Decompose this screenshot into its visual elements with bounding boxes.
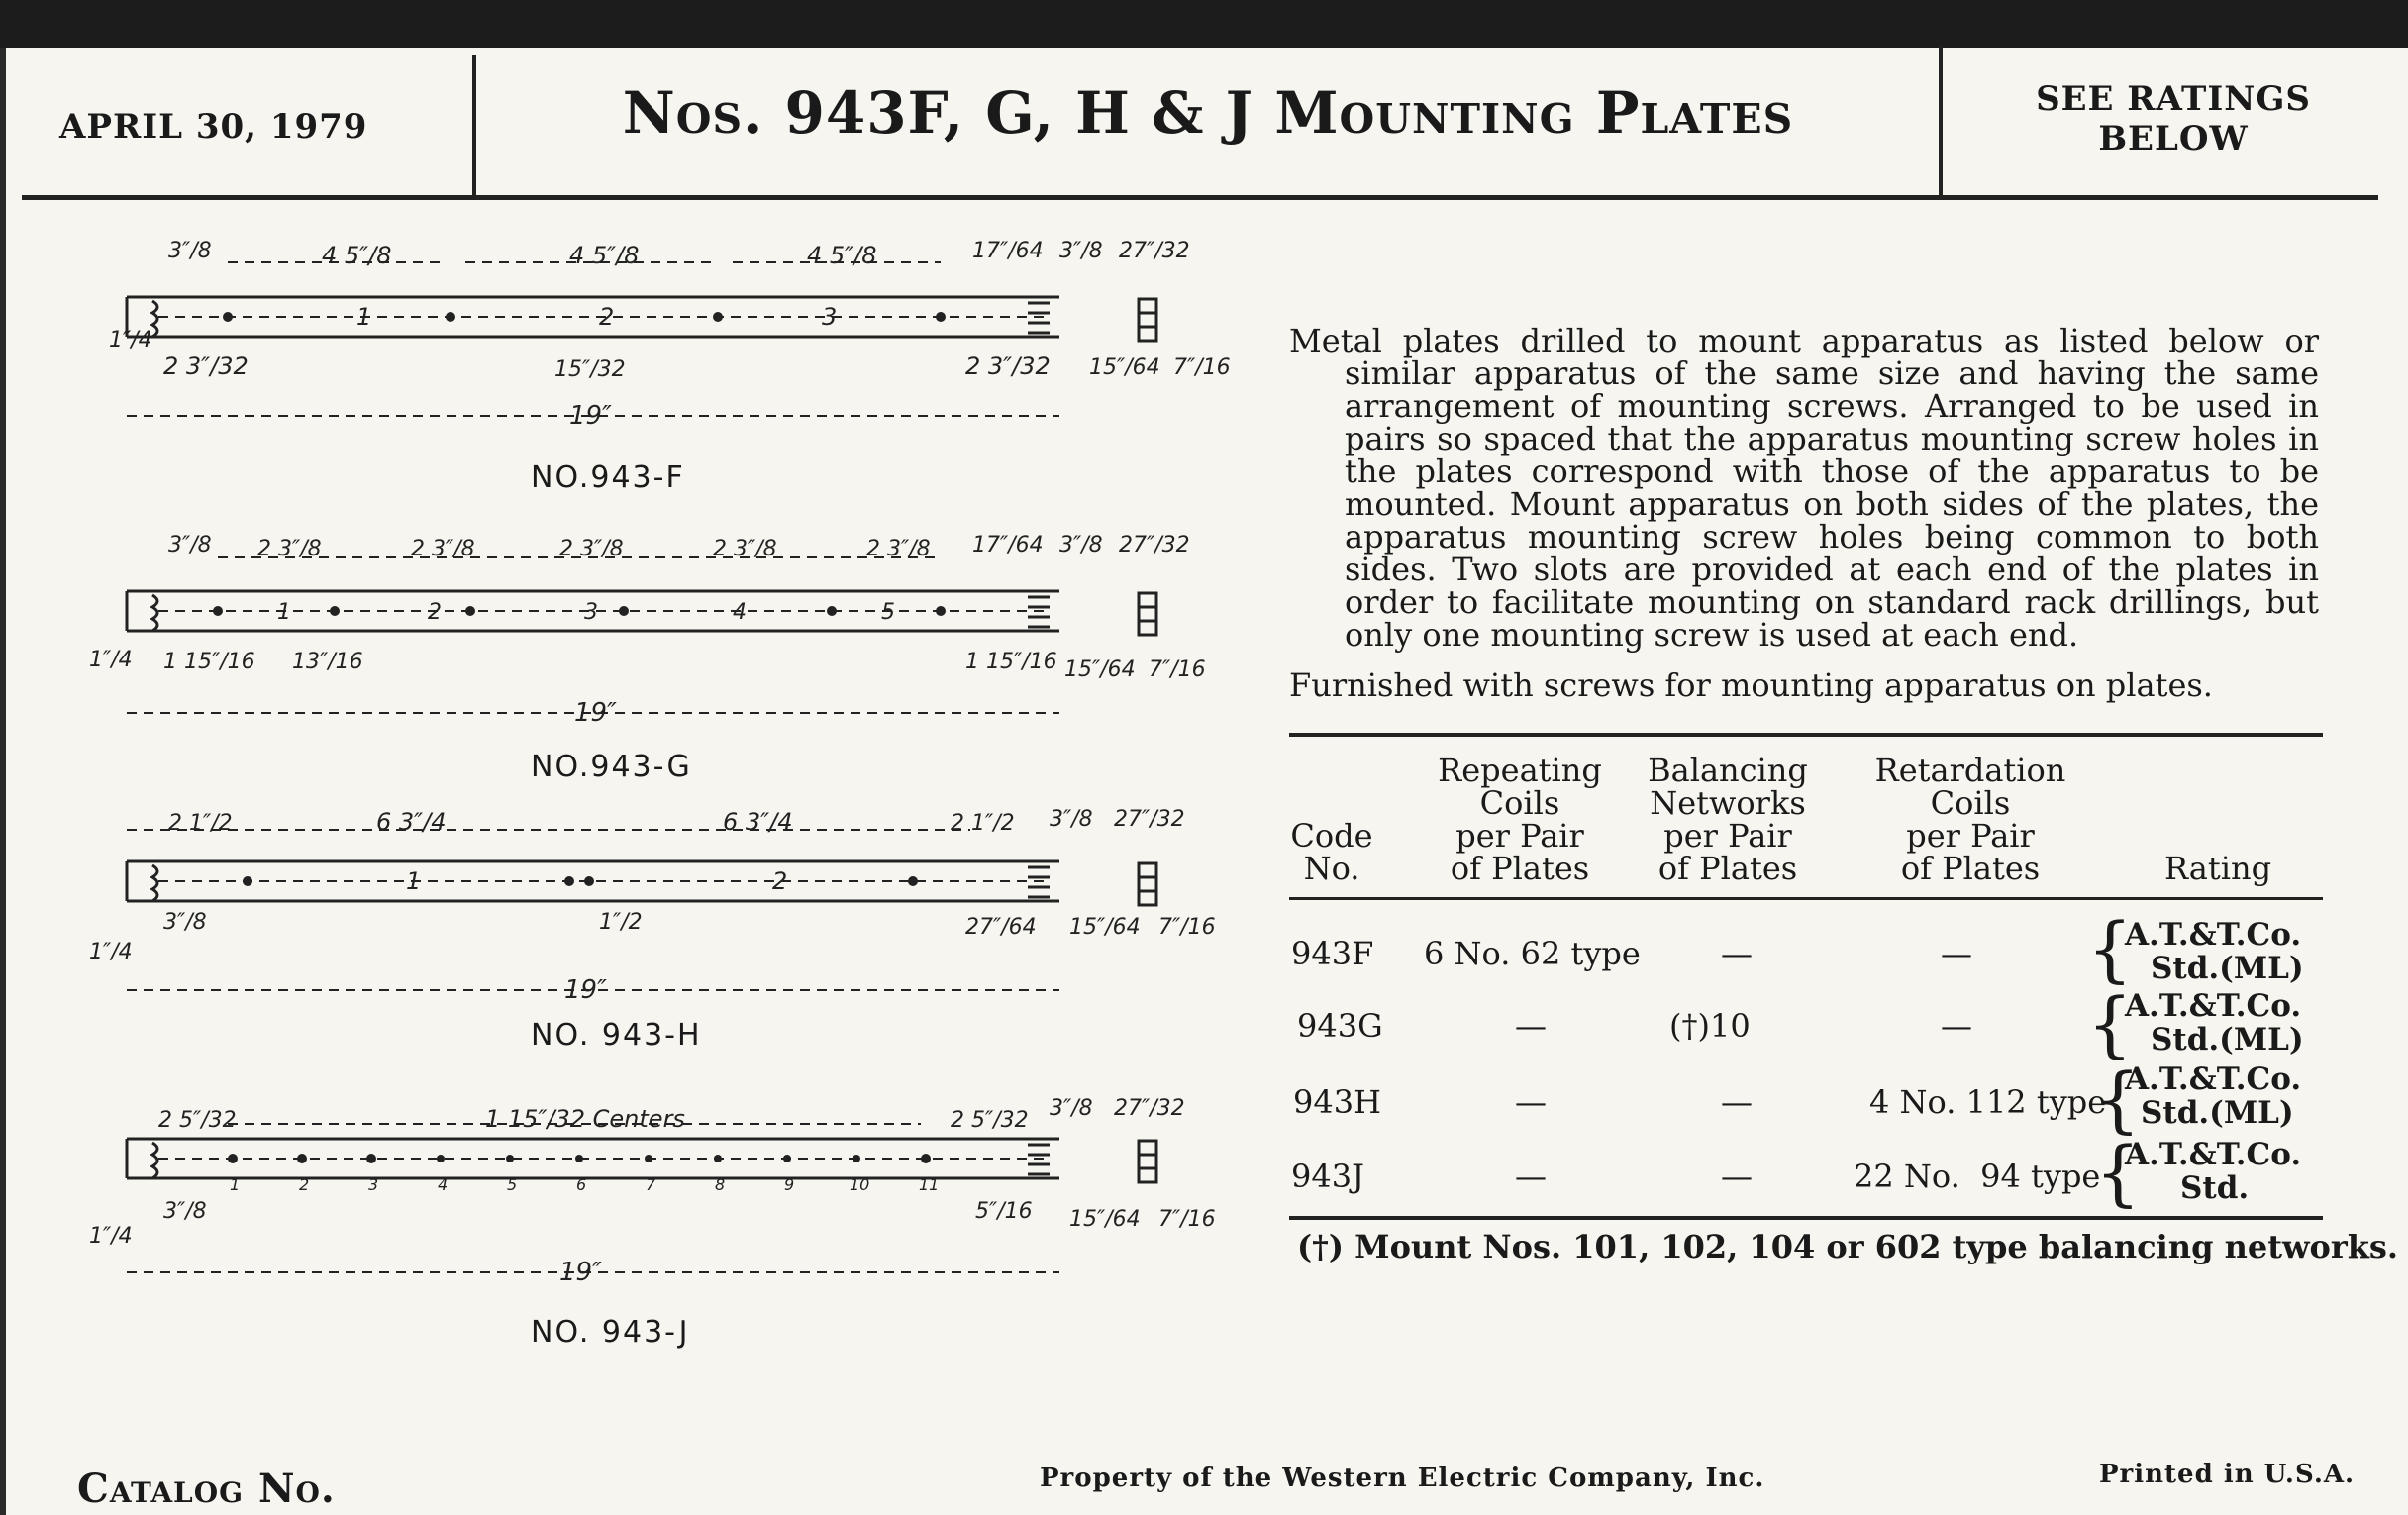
- col-header-balancing-line4: of Plates: [1657, 850, 1798, 887]
- ratings-note-line2: BELOW: [2098, 119, 2249, 158]
- table-row-943g-rating-line1: A.T.&T.Co.: [2125, 988, 2302, 1024]
- drawing-943h-dim-d: 2 1″/2: [951, 811, 1015, 836]
- drawing-943f-dim-g: 27″/32: [1119, 239, 1190, 263]
- col-header-repeating-line1: Repeating: [1438, 752, 1602, 789]
- drawing-943h-dim-k: 15″/64: [1069, 915, 1141, 940]
- drawing-943h-dim-i: 1″/2: [599, 910, 643, 935]
- drawing-943h: [69, 807, 1218, 1008]
- drawing-943g-pos-1: 1: [277, 600, 291, 625]
- drawing-943g-dim-f: 2 3″/8: [866, 537, 931, 561]
- table-row-943h-retardation: 4 No. 112 type: [1869, 1083, 2107, 1121]
- table-row-943g-balancing: (†)10: [1669, 1007, 1751, 1045]
- printed-in-notice: Printed in U.S.A.: [2099, 1460, 2356, 1489]
- table-row-943g-rating-line2: Std.(ML): [2151, 1022, 2304, 1058]
- table-row-943f-retardation: —: [1941, 935, 1972, 972]
- drawing-943h-label: NO. 943-H: [531, 1018, 702, 1053]
- drawing-943g-dim-n: 15″/64: [1064, 657, 1136, 682]
- drawing-943j-dim-b: 1 15″/32 Centers: [485, 1105, 685, 1133]
- drawing-943g-dim-d: 2 3″/8: [559, 537, 624, 561]
- table-row-943g-code: 943G: [1297, 1007, 1383, 1045]
- drawing-943j-dim-f: 1″/4: [89, 1224, 133, 1249]
- drawing-943h-dim-c: 6 3″/4: [723, 808, 793, 836]
- issue-date: APRIL 30, 1979: [59, 107, 368, 147]
- table-row-943g-retardation: —: [1941, 1007, 1972, 1045]
- drawing-943j-pos-8: 8: [715, 1175, 726, 1194]
- drawing-943j-dim-j: 7″/16: [1158, 1207, 1216, 1232]
- scan-border: [0, 0, 2408, 48]
- drawing-943f-dim-j: 15″/32: [554, 357, 626, 382]
- drawing-943j-pos-9: 9: [784, 1175, 795, 1194]
- col-header-code-line1: Code: [1290, 817, 1373, 855]
- drawing-943f-dim-b: 4 5″/8: [322, 242, 392, 269]
- table-row-943h-rating-line2: Std.(ML): [2141, 1095, 2294, 1131]
- table-row-943h-rating-line1: A.T.&T.Co.: [2125, 1061, 2302, 1097]
- drawing-943h-dim-e: 3″/8: [1050, 807, 1093, 832]
- col-header-repeating: [1416, 752, 1624, 887]
- drawing-943g-dim-a: 3″/8: [168, 533, 212, 557]
- table-row-943h-repeating: —: [1515, 1083, 1547, 1121]
- col-header-code-line2: No.: [1303, 850, 1360, 887]
- col-header-balancing-line3: per Pair: [1663, 817, 1792, 855]
- drawing-943f-dim-a: 3″/8: [168, 239, 212, 263]
- property-notice: Property of the Western Electric Company, Inc.: [1040, 1464, 1765, 1493]
- drawing-943j-pos-10: 10: [850, 1175, 870, 1194]
- table-row-943f-code: 943F: [1291, 935, 1374, 972]
- drawing-943h-dim-b: 6 3″/4: [376, 808, 447, 836]
- drawing-943h-dim-l: 7″/16: [1158, 915, 1216, 940]
- table-row-943j-brace: {: [2095, 1131, 2141, 1214]
- drawing-943f-label: NO.943-F: [531, 460, 685, 495]
- drawing-943g-dim-l: 13″/16: [292, 650, 363, 674]
- drawing-943j-dim-d: 3″/8: [1050, 1096, 1093, 1121]
- header-divider-right: [1939, 46, 1943, 195]
- drawing-943j-dim-c: 2 5″/32: [951, 1108, 1029, 1133]
- table-top-rule: [1289, 733, 2323, 737]
- drawing-943g: [69, 530, 1218, 728]
- drawing-943j-label: NO. 943-J: [531, 1315, 690, 1350]
- drawing-943g-dim-i: 27″/32: [1119, 533, 1190, 557]
- drawing-943g-dim-o: 7″/16: [1149, 657, 1206, 682]
- drawing-943h-dim-a: 2 1″/2: [168, 811, 233, 836]
- drawing-943f-dim-m: 7″/16: [1173, 355, 1231, 380]
- col-header-repeating-line3: per Pair: [1455, 817, 1584, 855]
- col-header-balancing-line2: Networks: [1650, 784, 1806, 822]
- table-row-943h-code: 943H: [1293, 1083, 1381, 1121]
- table-bottom-rule: [1289, 1216, 2323, 1220]
- drawing-943g-label: NO.943-G: [531, 750, 692, 784]
- table-row-943j-rating-line2: Std.: [2180, 1170, 2250, 1206]
- col-header-repeating-line4: of Plates: [1450, 850, 1590, 887]
- drawing-943j-pos-7: 7: [646, 1175, 656, 1194]
- drawing-943j-pos-11: 11: [919, 1175, 940, 1194]
- ratings-note: [1956, 79, 2391, 158]
- drawing-943g-dim-b: 2 3″/8: [257, 537, 322, 561]
- table-row-943h-brace: {: [2095, 1058, 2141, 1141]
- drawing-943f-pos-3: 3: [822, 303, 838, 331]
- drawing-943h-dim-h: 3″/8: [163, 910, 207, 935]
- drawing-943g-dim-g: 17″/64: [972, 533, 1044, 557]
- drawing-943f-dim-k: 2 3″/32: [965, 353, 1051, 380]
- drawing-943f-dim-i: 2 3″/32: [163, 353, 249, 380]
- drawing-943f-dim-e: 17″/64: [972, 239, 1044, 263]
- col-header-retardation: [1842, 752, 2099, 887]
- table-row-943f-repeating: 6 No. 62 type: [1424, 935, 1641, 972]
- drawing-943g-dim-k: 1 15″/16: [163, 650, 255, 674]
- col-header-retardation-line1: Retardation: [1874, 752, 2066, 789]
- col-header-repeating-line2: Coils: [1479, 784, 1560, 822]
- drawing-943j-pos-4: 4: [438, 1175, 449, 1194]
- header-rule: [22, 195, 2378, 200]
- table-header-rule: [1289, 897, 2323, 900]
- table-row-943j-rating-line1: A.T.&T.Co.: [2125, 1137, 2302, 1172]
- drawing-943h-dim-j: 27″/64: [965, 915, 1037, 940]
- drawing-943j-dim-a: 2 5″/32: [158, 1108, 237, 1133]
- drawing-943g-pos-4: 4: [733, 600, 747, 625]
- drawing-943f-dim-h: 1″/4: [109, 328, 152, 353]
- header-divider-left: [472, 55, 476, 195]
- description-paragraph-1: Metal plates drilled to mount apparatus as listed below or similar apparatus of the same size and having the same arrangement of mounting screws. Arranged to be used in pairs so spaced that the apparatus mounting screw holes in the plates correspond with those of the apparatus to be mounted. Mount apparatus on both sides of the plates, the apparatus mounting screw holes being common to both sides. Two slots are provided at each end of the plates in order to facilitate mounting on standard rack drillings, but only one mounting screw is used at each end.: [1289, 322, 2319, 654]
- drawing-943j-dim-e: 27″/32: [1114, 1096, 1185, 1121]
- table-row-943f-balancing: —: [1721, 935, 1753, 972]
- page-title: Nos. 943F, G, H & J Mounting Plates: [622, 79, 1794, 147]
- table-row-943h-balancing: —: [1721, 1083, 1753, 1121]
- table-row-943j-repeating: —: [1515, 1158, 1547, 1195]
- table-row-943g-brace: {: [2087, 982, 2133, 1065]
- drawing-943j-pos-3: 3: [368, 1175, 379, 1194]
- drawing-943h-pos-2: 2: [772, 867, 788, 895]
- catalog-number-label: Catalog No.: [77, 1465, 336, 1512]
- drawing-943f-dim-d: 4 5″/8: [807, 242, 877, 269]
- description-paragraph-2: Furnished with screws for mounting apparatus on plates.: [1289, 666, 2213, 704]
- table-row-943f-rating-line1: A.T.&T.Co.: [2125, 917, 2302, 953]
- drawing-943f-dim-c: 4 5″/8: [569, 242, 640, 269]
- drawing-943j-pos-5: 5: [507, 1175, 518, 1194]
- drawing-943j-pos-1: 1: [230, 1175, 241, 1194]
- table-row-943g-repeating: —: [1515, 1007, 1547, 1045]
- drawing-943h-dim-g: 1″/4: [89, 940, 133, 964]
- col-header-retardation-line2: Coils: [1930, 784, 2011, 822]
- drawing-943j-pos-2: 2: [299, 1175, 310, 1194]
- col-header-balancing-line1: Balancing: [1648, 752, 1808, 789]
- drawing-943f-dim-l: 15″/64: [1089, 355, 1160, 380]
- drawing-943g-pos-5: 5: [881, 600, 895, 625]
- table-footnote: (†) Mount Nos. 101, 102, 104 or 602 type balancing networks.: [1297, 1228, 2399, 1265]
- col-header-rating: Rating: [2163, 850, 2272, 887]
- col-header-code: [1287, 817, 1376, 887]
- drawing-943h-pos-1: 1: [406, 867, 422, 895]
- drawing-943g-dim-m: 1 15″/16: [965, 650, 1057, 674]
- col-header-balancing: [1624, 752, 1832, 887]
- drawing-943h-overall: 19″: [564, 975, 607, 1005]
- table-row-943j-balancing: —: [1721, 1158, 1753, 1195]
- drawing-943g-dim-h: 3″/8: [1059, 533, 1103, 557]
- drawing-943f-pos-2: 2: [599, 303, 615, 331]
- table-row-943j-code: 943J: [1291, 1158, 1364, 1195]
- drawing-943f-pos-1: 1: [356, 303, 372, 331]
- table-row-943f-rating-line2: Std.(ML): [2151, 951, 2304, 986]
- drawing-943j-overall: 19″: [559, 1258, 602, 1287]
- drawing-943j: [69, 1089, 1218, 1287]
- drawing-943j-dim-h: 5″/16: [975, 1199, 1033, 1224]
- drawing-943j-pos-6: 6: [576, 1175, 587, 1194]
- drawing-943g-dim-j: 1″/4: [89, 648, 133, 672]
- drawing-943g-overall: 19″: [574, 698, 617, 728]
- drawing-943f-dim-f: 3″/8: [1059, 239, 1103, 263]
- ratings-note-line1: SEE RATINGS: [2036, 79, 2311, 119]
- description: [1289, 322, 2319, 704]
- col-header-retardation-line3: per Pair: [1906, 817, 2035, 855]
- col-header-retardation-line4: of Plates: [1900, 850, 2041, 887]
- drawing-943g-dim-c: 2 3″/8: [411, 537, 475, 561]
- drawing-943j-dim-i: 15″/64: [1069, 1207, 1141, 1232]
- drawing-943j-dim-g: 3″/8: [163, 1199, 207, 1224]
- drawing-943g-dim-e: 2 3″/8: [713, 537, 777, 561]
- table-row-943j-retardation: 22 No. 94 type: [1854, 1158, 2101, 1195]
- drawing-943g-pos-2: 2: [428, 600, 442, 625]
- drawing-943h-dim-f: 27″/32: [1114, 807, 1185, 832]
- drawing-943f-overall: 19″: [569, 401, 612, 431]
- drawing-943g-pos-3: 3: [584, 600, 598, 625]
- table-row-943f-brace: {: [2087, 907, 2133, 990]
